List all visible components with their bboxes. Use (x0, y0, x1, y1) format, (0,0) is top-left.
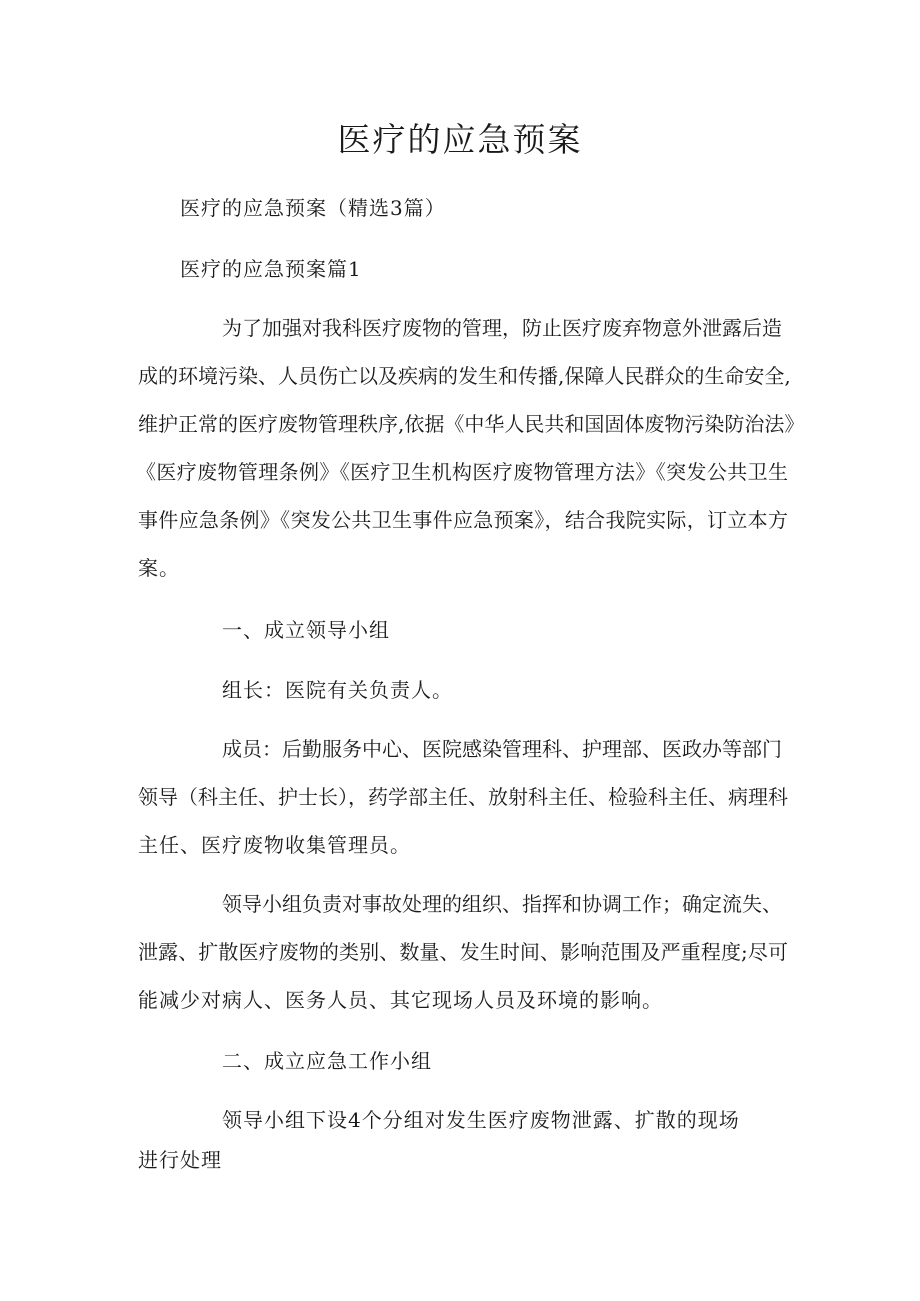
paragraph-line: 为了加强对我科医疗废物的管理，防止医疗废弃物意外泄露后造 (222, 316, 782, 340)
paragraph-line: 事件应急条例》《突发公共卫生事件应急预案》，结合我院实际，订立本方 (138, 508, 788, 532)
heading-section-one: 一、成立领导小组 (222, 618, 390, 642)
paragraph-line: 成员：后勤服务中心、医院感染管理科、护理部、医政办等部门 (222, 737, 782, 761)
document-subtitle: 医疗的应急预案（精选3篇） (180, 196, 446, 220)
paragraph-line: 进行处理 (138, 1148, 222, 1172)
section-heading: 医疗的应急预案篇1 (180, 257, 362, 281)
paragraph-line: 主任、医疗废物收集管理员。 (138, 833, 411, 857)
leader-line: 组长：医院有关负责人。 (222, 678, 453, 702)
paragraph-line: 成的环境污染、人员伤亡以及疾病的发生和传播,保障人民群众的生命安全, (138, 364, 791, 388)
paragraph-line: 维护正常的医疗废物管理秩序,依据《中华人民共和国固体废物污染防治法》 (138, 412, 805, 436)
heading-section-two: 二、成立应急工作小组 (222, 1049, 432, 1073)
paragraph-line: 能减少对病人、医务人员、其它现场人员及环境的影响。 (138, 988, 663, 1012)
paragraph-line: 案。 (138, 556, 180, 580)
document-title: 医疗的应急预案 (337, 120, 583, 159)
paragraph-line: 领导（科主任、护士长），药学部主任、放射科主任、检验科主任、病理科 (138, 785, 788, 809)
paragraph-line: 《医疗废物管理条例》《医疗卫生机构医疗废物管理方法》《突发公共卫生 (136, 460, 788, 484)
paragraph-line: 泄露、扩散医疗废物的类别、数量、发生时间、影响范围及严重程度;尽可 (138, 940, 788, 964)
paragraph-line: 领导小组下设4个分组对发生医疗废物泄露、扩散的现场 (222, 1108, 740, 1132)
paragraph-line: 领导小组负责对事故处理的组织、指挥和协调工作；确定流失、 (222, 892, 782, 916)
